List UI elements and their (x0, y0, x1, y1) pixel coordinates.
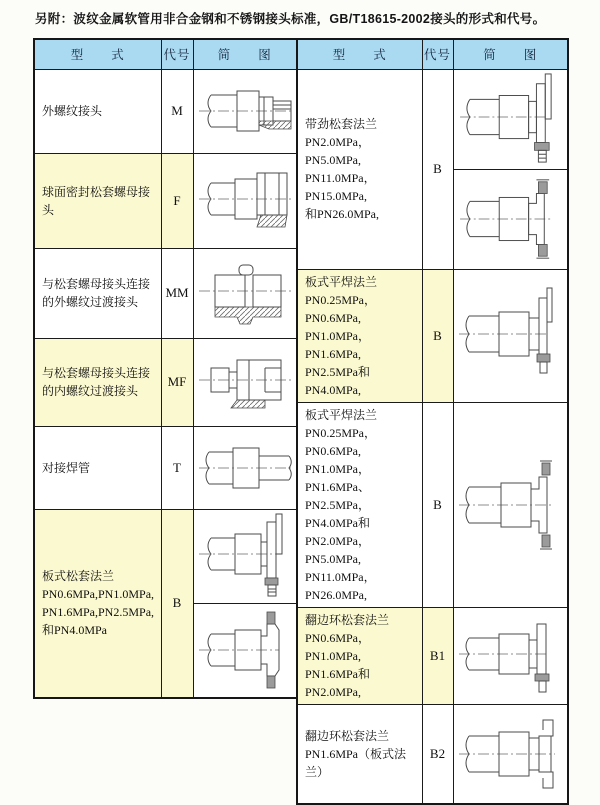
diagram-hub-loose-flange-studs (455, 172, 565, 266)
fitting-diagram-cell (453, 402, 568, 607)
fitting-type: 与松套螺母接头连接的内螺纹过渡接头 (34, 338, 161, 426)
header-row (34, 39, 297, 69)
header-row (297, 39, 568, 69)
fitting-type-line: 板式平焊法兰 (305, 407, 378, 422)
fitting-code: F (161, 153, 193, 248)
fitting-table-left (33, 38, 298, 699)
fitting-diagram-cell (453, 69, 568, 269)
fitting-code: M (161, 69, 193, 153)
fitting-type: 对接焊管 (34, 426, 161, 509)
fitting-code: B1 (422, 607, 453, 704)
table-row-b2 (297, 704, 568, 804)
fitting-type: 与松套螺母接头连接的外螺纹过渡接头 (34, 248, 161, 338)
fitting-type-line: PN2.0MPa，PN5.0MPa, (305, 135, 371, 167)
col-header-type: 型 式 (34, 39, 161, 69)
fitting-type-line: 翻边环松套法兰 (305, 728, 390, 743)
col-header-type: 型 式 (297, 39, 422, 69)
fitting-code: MF (161, 338, 193, 426)
fitting-type-line: 板式松套法兰 (42, 569, 115, 583)
fitting-diagram-cell (193, 153, 297, 248)
col-header-code: 代号 (161, 39, 193, 69)
fitting-code: B (422, 69, 453, 269)
page-title: 另附：波纹金属软管用非合金钢和不锈钢接头标准，GB/T18615-2002接头的形式和代号。 (35, 12, 546, 26)
diagram-spherical-seal-loose-nut-fitting (195, 158, 295, 244)
fitting-type-line: 板式平焊法兰 (305, 274, 378, 289)
fitting-type-line: PN11.0MPa，PN15.0MPa, (305, 171, 376, 203)
table-row-m (34, 69, 297, 153)
fitting-type (297, 402, 422, 607)
fitting-type: 球面密封松套螺母接头 (34, 153, 161, 248)
diagram-plate-loose-flange-bolt (195, 512, 295, 600)
fitting-type-line: 带劲松套法兰 (305, 117, 378, 131)
diagram-external-thread-fitting (195, 72, 295, 150)
fitting-type (297, 269, 422, 402)
diagram-hub-loose-flange-bolt (455, 72, 565, 166)
fitting-type-line: 和PN4.0MPa (42, 623, 108, 637)
fitting-type-line: PN0.25MPa，PN0.6MPa, (305, 292, 377, 325)
fitting-type-line: PN0.6MPa,PN1.0MPa, (42, 587, 155, 601)
fitting-type (297, 607, 422, 704)
table-row-b-left (34, 509, 297, 698)
table-row-f (34, 153, 297, 248)
fitting-type: 外螺纹接头 (34, 69, 161, 153)
fitting-code: B (422, 269, 453, 402)
fitting-type-line: PN11.0MPa，PN26.0MPa, (305, 569, 376, 602)
fitting-type-line: PN0.6MPa，PN1.0MPa, (305, 630, 371, 663)
fitting-diagram-cell (453, 704, 568, 804)
table-row-mf (34, 338, 297, 426)
diagram-male-thread-adapter (195, 251, 295, 335)
fitting-type-line: PN1.6MPa和PN2.0MPa, (305, 666, 371, 699)
fitting-type-line: PN1.0MPa，PN1.6MPa, (305, 328, 371, 361)
fitting-type (297, 704, 422, 804)
col-header-diagram: 简 图 (453, 39, 568, 69)
table-row-b1 (297, 607, 568, 704)
fitting-type-line: PN1.6MPa（板式法兰） (305, 746, 407, 779)
fitting-code: T (161, 426, 193, 509)
fitting-table-right (296, 38, 569, 805)
fitting-diagram-cell (193, 338, 297, 426)
fitting-type (34, 509, 161, 698)
diagram-plate-loose-flange-hub (195, 606, 295, 694)
fitting-type (297, 69, 422, 269)
fitting-type-line: PN0.25MPa，PN0.6MPa, (305, 425, 377, 458)
col-header-code: 代号 (422, 39, 453, 69)
col-header-diagram: 简 图 (193, 39, 297, 69)
table-row-hub-flange (297, 69, 568, 269)
diagram-subcell (454, 169, 568, 269)
diagram-subcell (454, 70, 568, 169)
diagram-plate-weld-flange-studs (455, 455, 565, 555)
diagram-flared-ring-plate-flange (455, 708, 565, 800)
diagram-flared-ring-loose-flange (455, 614, 565, 698)
diagram-subcell (194, 603, 297, 697)
table-row-plate-weld-flange (297, 269, 568, 402)
fitting-diagram-cell (193, 248, 297, 338)
table-row-t (34, 426, 297, 509)
fitting-diagram-cell (193, 69, 297, 153)
fitting-diagram-cell (193, 426, 297, 509)
fitting-code: B2 (422, 704, 453, 804)
diagram-female-thread-adapter (195, 340, 295, 424)
fitting-code: B (422, 402, 453, 607)
diagram-plate-weld-flange (455, 284, 565, 388)
fitting-code: B (161, 509, 193, 698)
fitting-type-line: 和PN26.0MPa, (305, 207, 380, 221)
fitting-type-line: PN2.0MPa，PN5.0MPa, (305, 533, 371, 566)
fitting-diagram-cell (453, 269, 568, 402)
fitting-type-line: PN1.6MPa,PN2.5MPa, (42, 605, 155, 619)
fitting-type-line: PN2.5MPa和PN4.0MPa, (305, 364, 371, 397)
diagram-subcell (194, 510, 297, 603)
fitting-type-line: PN2.5MPa，PN4.0MPa和 (305, 497, 371, 530)
fitting-type-line: PN1.0MPa，PN1.6MPa、 (305, 461, 371, 494)
table-row-plate-weld-flange-2 (297, 402, 568, 607)
fitting-diagram-cell (193, 509, 297, 698)
fitting-diagram-cell (453, 607, 568, 704)
fitting-type-line: 翻边环松套法兰 (305, 612, 390, 627)
diagram-butt-weld-pipe (195, 430, 295, 506)
fitting-code: MM (161, 248, 193, 338)
table-row-mm (34, 248, 297, 338)
